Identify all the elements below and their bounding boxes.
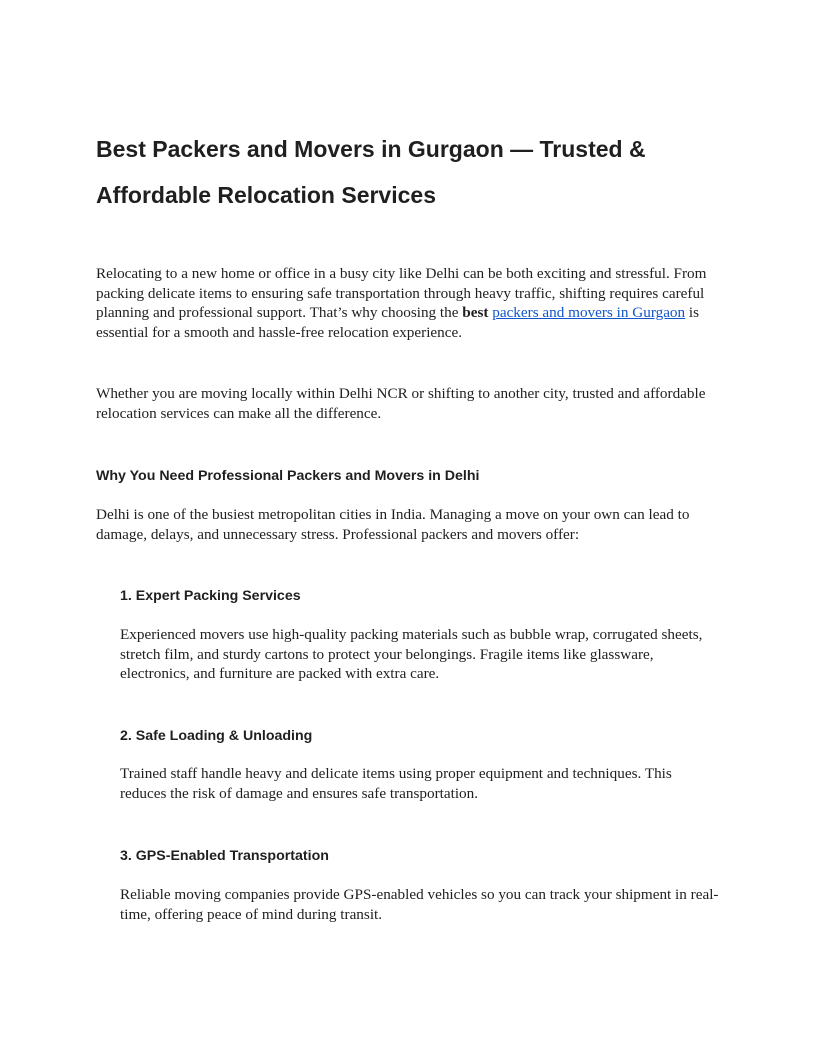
item-text-packing: Experienced movers use high-quality packing materials such as bubble wrap, corrugated sheets, stretch film, and sturdy cartons to protect your belongings. Fragile items like glassware, electronics, and furniture are packed with extra care.	[120, 626, 703, 682]
item-heading-loading: 2. Safe Loading & Unloading	[120, 728, 313, 744]
section-intro-paragraph: Delhi is one of the busiest metropolitan cities in India. Managing a move on your own can lead to damage, delays, and unnecessary stress. Professional packers and movers offer:	[96, 506, 690, 543]
page-title: Best Packers and Movers in Gurgaon — Trusted & Affordable Relocation Services	[96, 136, 646, 208]
intro-text: Relocating to a new home or office in a busy city like Delhi can be both exciting and stressful. From packing delicate items to ensuring safe transportation through heavy traffic, shifting requires careful planning and professional support. That’s why choosing the	[96, 265, 707, 321]
intro-text-end: is essential for a smooth and hassle-free relocation experience.	[96, 304, 700, 341]
paragraph-moving: Whether you are moving locally within Delhi NCR or shifting to another city, trusted and affordable relocation services can make all the difference.	[96, 385, 706, 422]
item-text-gps: Reliable moving companies provide GPS-enabled vehicles so you can track your shipment in real-time, offering peace of mind during transit.	[120, 886, 719, 923]
item-heading-packing: 1. Expert Packing Services	[120, 588, 301, 604]
item-text-loading: Trained staff handle heavy and delicate items using proper equipment and techniques. This reduces the risk of damage and ensures safe transportation.	[120, 765, 672, 802]
item-heading-gps: 3. GPS-Enabled Transportation	[120, 848, 329, 864]
intro-paragraph	[96, 264, 716, 342]
intro-bold-text: best	[462, 304, 489, 321]
packers-movers-gurgaon-link[interactable]: packers and movers in Gurgaon	[492, 304, 686, 321]
section-heading: Why You Need Professional Packers and Movers in Delhi	[96, 468, 480, 484]
